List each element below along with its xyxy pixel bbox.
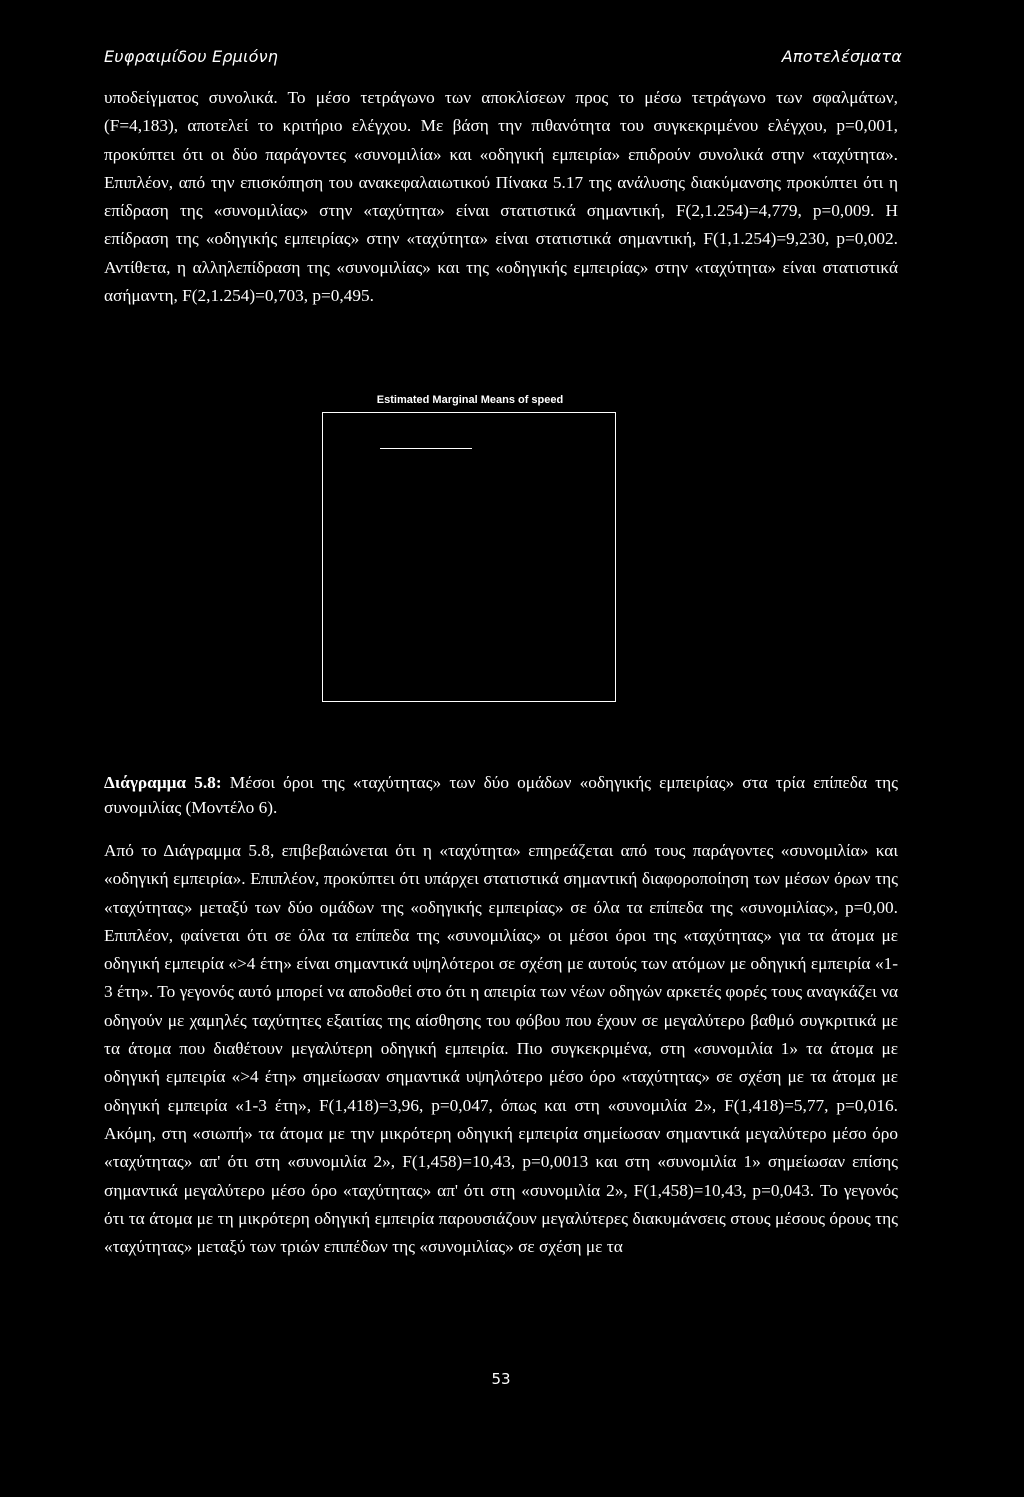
caption-label: Διάγραμμα 5.8: <box>104 773 222 792</box>
figure-title: Estimated Marginal Means of speed <box>376 394 564 406</box>
page-header <box>104 47 902 66</box>
header-author: Ευφραιμίδου Ερμιόνη <box>104 47 279 66</box>
body-paragraph-1: υποδείγματος συνολικά. Το μέσο τετράγωνο των αποκλίσεων προς το μέσω τετράγωνο των σφαλμάτων, (F=4,183), αποτελεί το κριτήριο ελέγχου. Με βάση την πιθανότητα του συγκεκριμένου ελέγχου, p=0,001, προκύπτει ότι οι δύο παράγοντες «συνομιλία» και «οδηγική εμπειρία» επιδρούν συνολικά στην «ταχύτητα». Επιπλέον, από την επισκόπηση του ανακεφαλαιωτικού Πίνακα 5.17 της ανάλυσης διακύμανσης προκύπτει ότι η επίδραση της «συνομιλίας» στην «ταχύτητα» είναι στατιστικά σημαντική, F(2,1.254)=4,779, p=0,009. Η επίδραση της «οδηγικής εμπειρίας» στην «ταχύτητα» είναι στατιστικά σημαντική, F(1,1.254)=9,230, p=0,002. Αντίθετα, η αλληλεπίδραση της «συνομιλίας» και της «οδηγικής εμπειρίας» στην «ταχύτητα» είναι στατιστικά ασήμαντη, F(2,1.254)=0,703, p=0,495. <box>104 88 898 306</box>
figure-caption <box>104 770 898 820</box>
figure-plot-area <box>322 412 616 702</box>
figure-estimated-marginal-means <box>322 394 618 706</box>
figure-line <box>380 448 472 449</box>
caption-text: Μέσοι όροι της «ταχύτητας» των δύο ομάδων «οδηγικής εμπειρίας» στα τρία επίπεδα της συνομιλίας (Μοντέλο 6). <box>104 773 898 817</box>
header-section: Αποτελέσματα <box>781 47 902 66</box>
page-number: 53 <box>491 1370 511 1388</box>
body-paragraph-2: Από το Διάγραμμα 5.8, επιβεβαιώνεται ότι η «ταχύτητα» επηρεάζεται από τους παράγοντες «συνομιλία» και «οδηγική εμπειρία». Επιπλέον, προκύπτει ότι υπάρχει στατιστικά σημαντική διαφοροποίηση των μέσων όρων της «ταχύτητας» μεταξύ των δύο ομάδων της «οδηγικής εμπειρίας» σε όλα τα επίπεδα της «συνομιλίας», p=0,00. Επιπλέον, φαίνεται ότι σε όλα τα επίπεδα της «συνομιλίας» οι μέσοι όροι της «ταχύτητας» για τα άτομα με οδηγική εμπειρία «>4 έτη» είναι σημαντικά υψηλότεροι σε σχέση με αυτούς των ατόμων με οδηγική εμπειρία «1-3 έτη». Το γεγονός αυτό μπορεί να αποδοθεί στο ότι η απειρία των νέων οδηγών αρκετές φορές τους αναγκάζει να οδηγούν με χαμηλές ταχύτητες εξαιτίας της αίσθησης του φόβου που έχουν σε μεγαλύτερο βαθμό συγκριτικά με τα άτομα που διαθέτουν μεγαλύτερη οδηγική εμπειρία. Πιο συγκεκριμένα, στη «συνομιλία 1» τα άτομα με οδηγική εμπειρία «>4 έτη» σημείωσαν σημαντικά υψηλότερο μέσο όρο «ταχύτητας» σε σχέση με τα άτομα με οδηγική εμπειρία «1-3 έτη», F(1,418)=3,96, p=0,047, όπως και στη «συνομιλία 2», F(1,418)=5,77, p=0,016. Ακόμη, στη «σιωπή» τα άτομα με την μικρότερη οδηγική εμπειρία σημείωσαν σημαντικά μεγαλύτερο μέσο όρο «ταχύτητας» απ' ότι στη «συνομιλία 2», F(1,458)=10,43, p=0,0013 και στη «συνομιλία 1» σημείωσαν επίσης σημαντικά μεγαλύτερο μέσο όρο «ταχύτητας» απ' ότι στη «συνομιλία 2», F(1,458)=10,43, p=0,043. Το γεγονός ότι τα άτομα με τη μικρότερη οδηγική εμπειρία παρουσιάζουν μεγαλύτερες διακυμάνσεις στους μέσους όρους της «ταχύτητας» μεταξύ των τριών επιπέδων της «συνομιλίας» σε σχέση με τα <box>104 841 898 1257</box>
